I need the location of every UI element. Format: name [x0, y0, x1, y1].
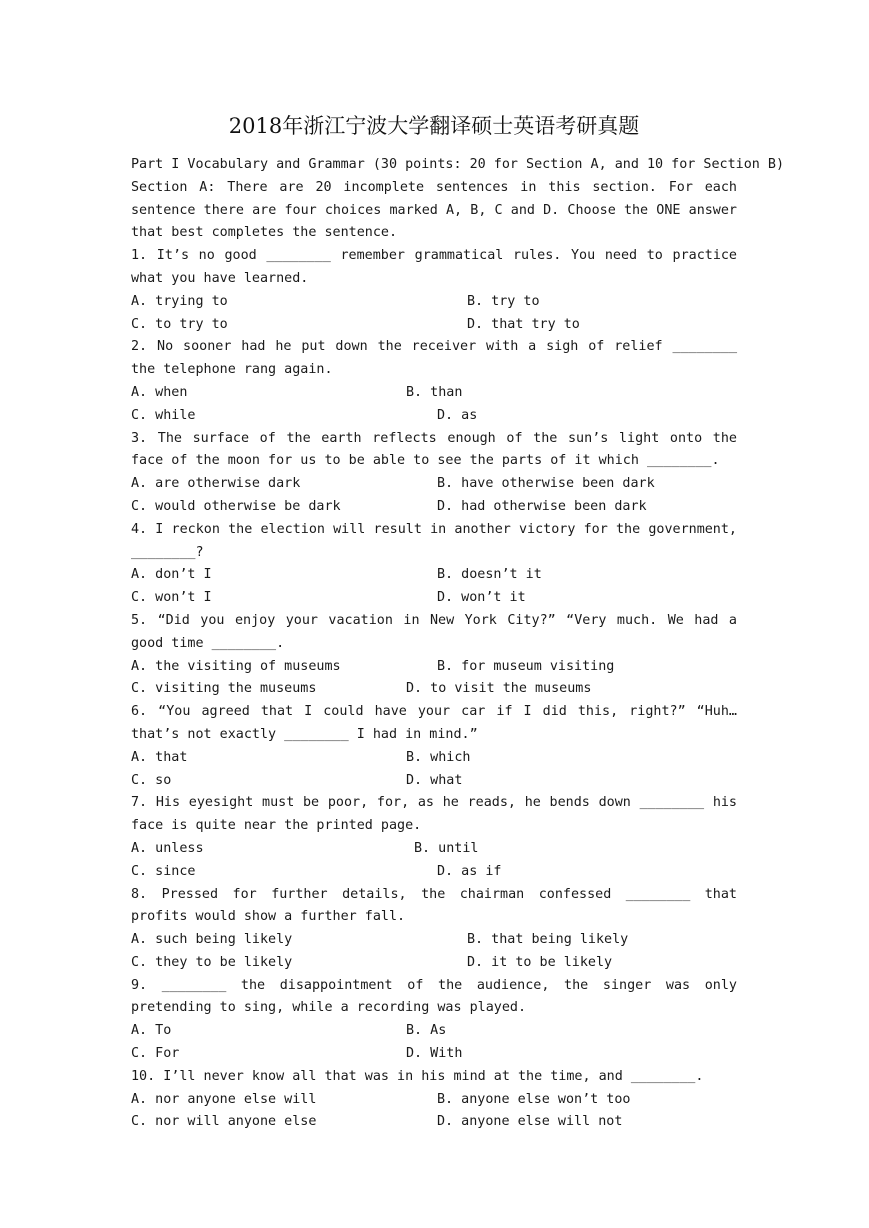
option-row: [131, 291, 737, 314]
question-stem: 5. “Did you enjoy your vacation in New York City?” “Very much. We had a good time ________.: [131, 612, 737, 651]
option-b: B. until: [414, 840, 479, 856]
option-row: [131, 587, 737, 610]
option-row: [131, 952, 737, 975]
option-c: C. they to be likely: [131, 954, 293, 970]
option-row: [131, 314, 737, 337]
option-d: D. anyone else will not: [437, 1114, 623, 1130]
option-row: [131, 405, 737, 428]
option-b: B. than: [406, 384, 463, 400]
option-b: B. doesn’t it: [437, 567, 542, 583]
option-row: [131, 1089, 737, 1112]
option-d: D. had otherwise been dark: [437, 498, 647, 514]
option-b: B. have otherwise been dark: [437, 476, 655, 492]
option-d: D. to visit the museums: [406, 681, 592, 697]
question-stem: 10. I’ll never know all that was in his mind at the time, and ________.: [131, 1068, 704, 1084]
question-stem: 9. ________ the disappointment of the audience, the singer was only pretending to sing, while a recording was played.: [131, 977, 737, 1016]
option-c: C. since: [131, 863, 196, 879]
option-d: D. it to be likely: [467, 954, 613, 970]
question-stem: 1. It’s no good ________ remember grammatical rules. You need to practice what you have learned.: [131, 248, 737, 286]
option-a: A. the visiting of museums: [131, 658, 341, 674]
option-a: A. are otherwise dark: [131, 476, 301, 492]
option-d: D. what: [406, 772, 463, 788]
page-title: 2018年浙江宁波大学翻译硕士英语考研真题: [228, 114, 640, 138]
option-d: D. as: [437, 407, 478, 423]
option-a: A. unless: [131, 840, 204, 856]
option-c: C. won’t I: [131, 590, 212, 606]
question-stem: 2. No sooner had he put down the receiver with a sigh of relief ________ the telephone rang again.: [131, 339, 737, 378]
option-row: [131, 861, 737, 884]
option-c: C. so: [131, 772, 172, 788]
question-stem: 6. “You agreed that I could have your car if I did this, right?” “Huh… that’s not exactly ________ I had in mind.”: [131, 704, 737, 742]
option-a: A. nor anyone else will: [131, 1091, 317, 1107]
option-a: A. trying to: [131, 293, 228, 309]
option-row: [131, 1043, 737, 1066]
option-a: A. don’t I: [131, 567, 212, 583]
question-stem: 4. I reckon the election will result in another victory for the government, ________?: [131, 521, 737, 560]
option-b: B. try to: [467, 293, 540, 309]
option-row: [131, 770, 737, 793]
option-row: [131, 496, 737, 519]
option-row: [131, 473, 737, 496]
section-a-instructions: Section A: There are 20 incomplete sentences in this section. For each sentence there are four choices marked A, B, C and D. Choose the ONE answer that best completes the sentence.: [131, 179, 737, 241]
option-row: [131, 929, 737, 952]
option-a: A. that: [131, 749, 188, 765]
option-c: C. For: [131, 1046, 180, 1062]
option-c: C. visiting the museums: [131, 681, 317, 697]
question-stem: 7. His eyesight must be poor, for, as he reads, he bends down ________ his face is quite near the printed page.: [131, 795, 737, 834]
option-row: [131, 656, 737, 679]
option-d: D. as if: [437, 863, 502, 879]
option-row: [131, 382, 737, 405]
option-row: [131, 564, 737, 587]
option-b: B. anyone else won’t too: [437, 1091, 631, 1107]
option-b: B. which: [406, 749, 471, 765]
option-c: C. would otherwise be dark: [131, 498, 341, 514]
option-c: C. while: [131, 407, 196, 423]
option-row: [131, 1020, 737, 1043]
part-heading: Part I Vocabulary and Grammar (30 points: 20 for Section A, and 10 for Section B): [131, 157, 785, 172]
option-row: [131, 838, 737, 861]
option-b: B. for museum visiting: [437, 658, 615, 674]
option-d: D. that try to: [467, 316, 580, 332]
option-row: [131, 1111, 737, 1134]
option-a: A. such being likely: [131, 932, 293, 948]
document-page: [131, 110, 785, 1134]
option-row: [131, 678, 737, 701]
option-c: C. nor will anyone else: [131, 1114, 317, 1130]
option-b: B. As: [406, 1023, 447, 1039]
option-a: A. when: [131, 384, 188, 400]
option-d: D. With: [406, 1046, 463, 1062]
option-a: A. To: [131, 1023, 172, 1039]
question-stem: 3. The surface of the earth reflects enough of the sun’s light onto the face of the moon for us to be able to see the parts of it which ________.: [131, 430, 737, 469]
question-stem: 8. Pressed for further details, the chairman confessed ________ that profits would show a further fall.: [131, 886, 737, 925]
option-b: B. that being likely: [467, 932, 629, 948]
option-c: C. to try to: [131, 316, 228, 332]
option-row: [131, 747, 737, 770]
option-d: D. won’t it: [437, 590, 526, 606]
